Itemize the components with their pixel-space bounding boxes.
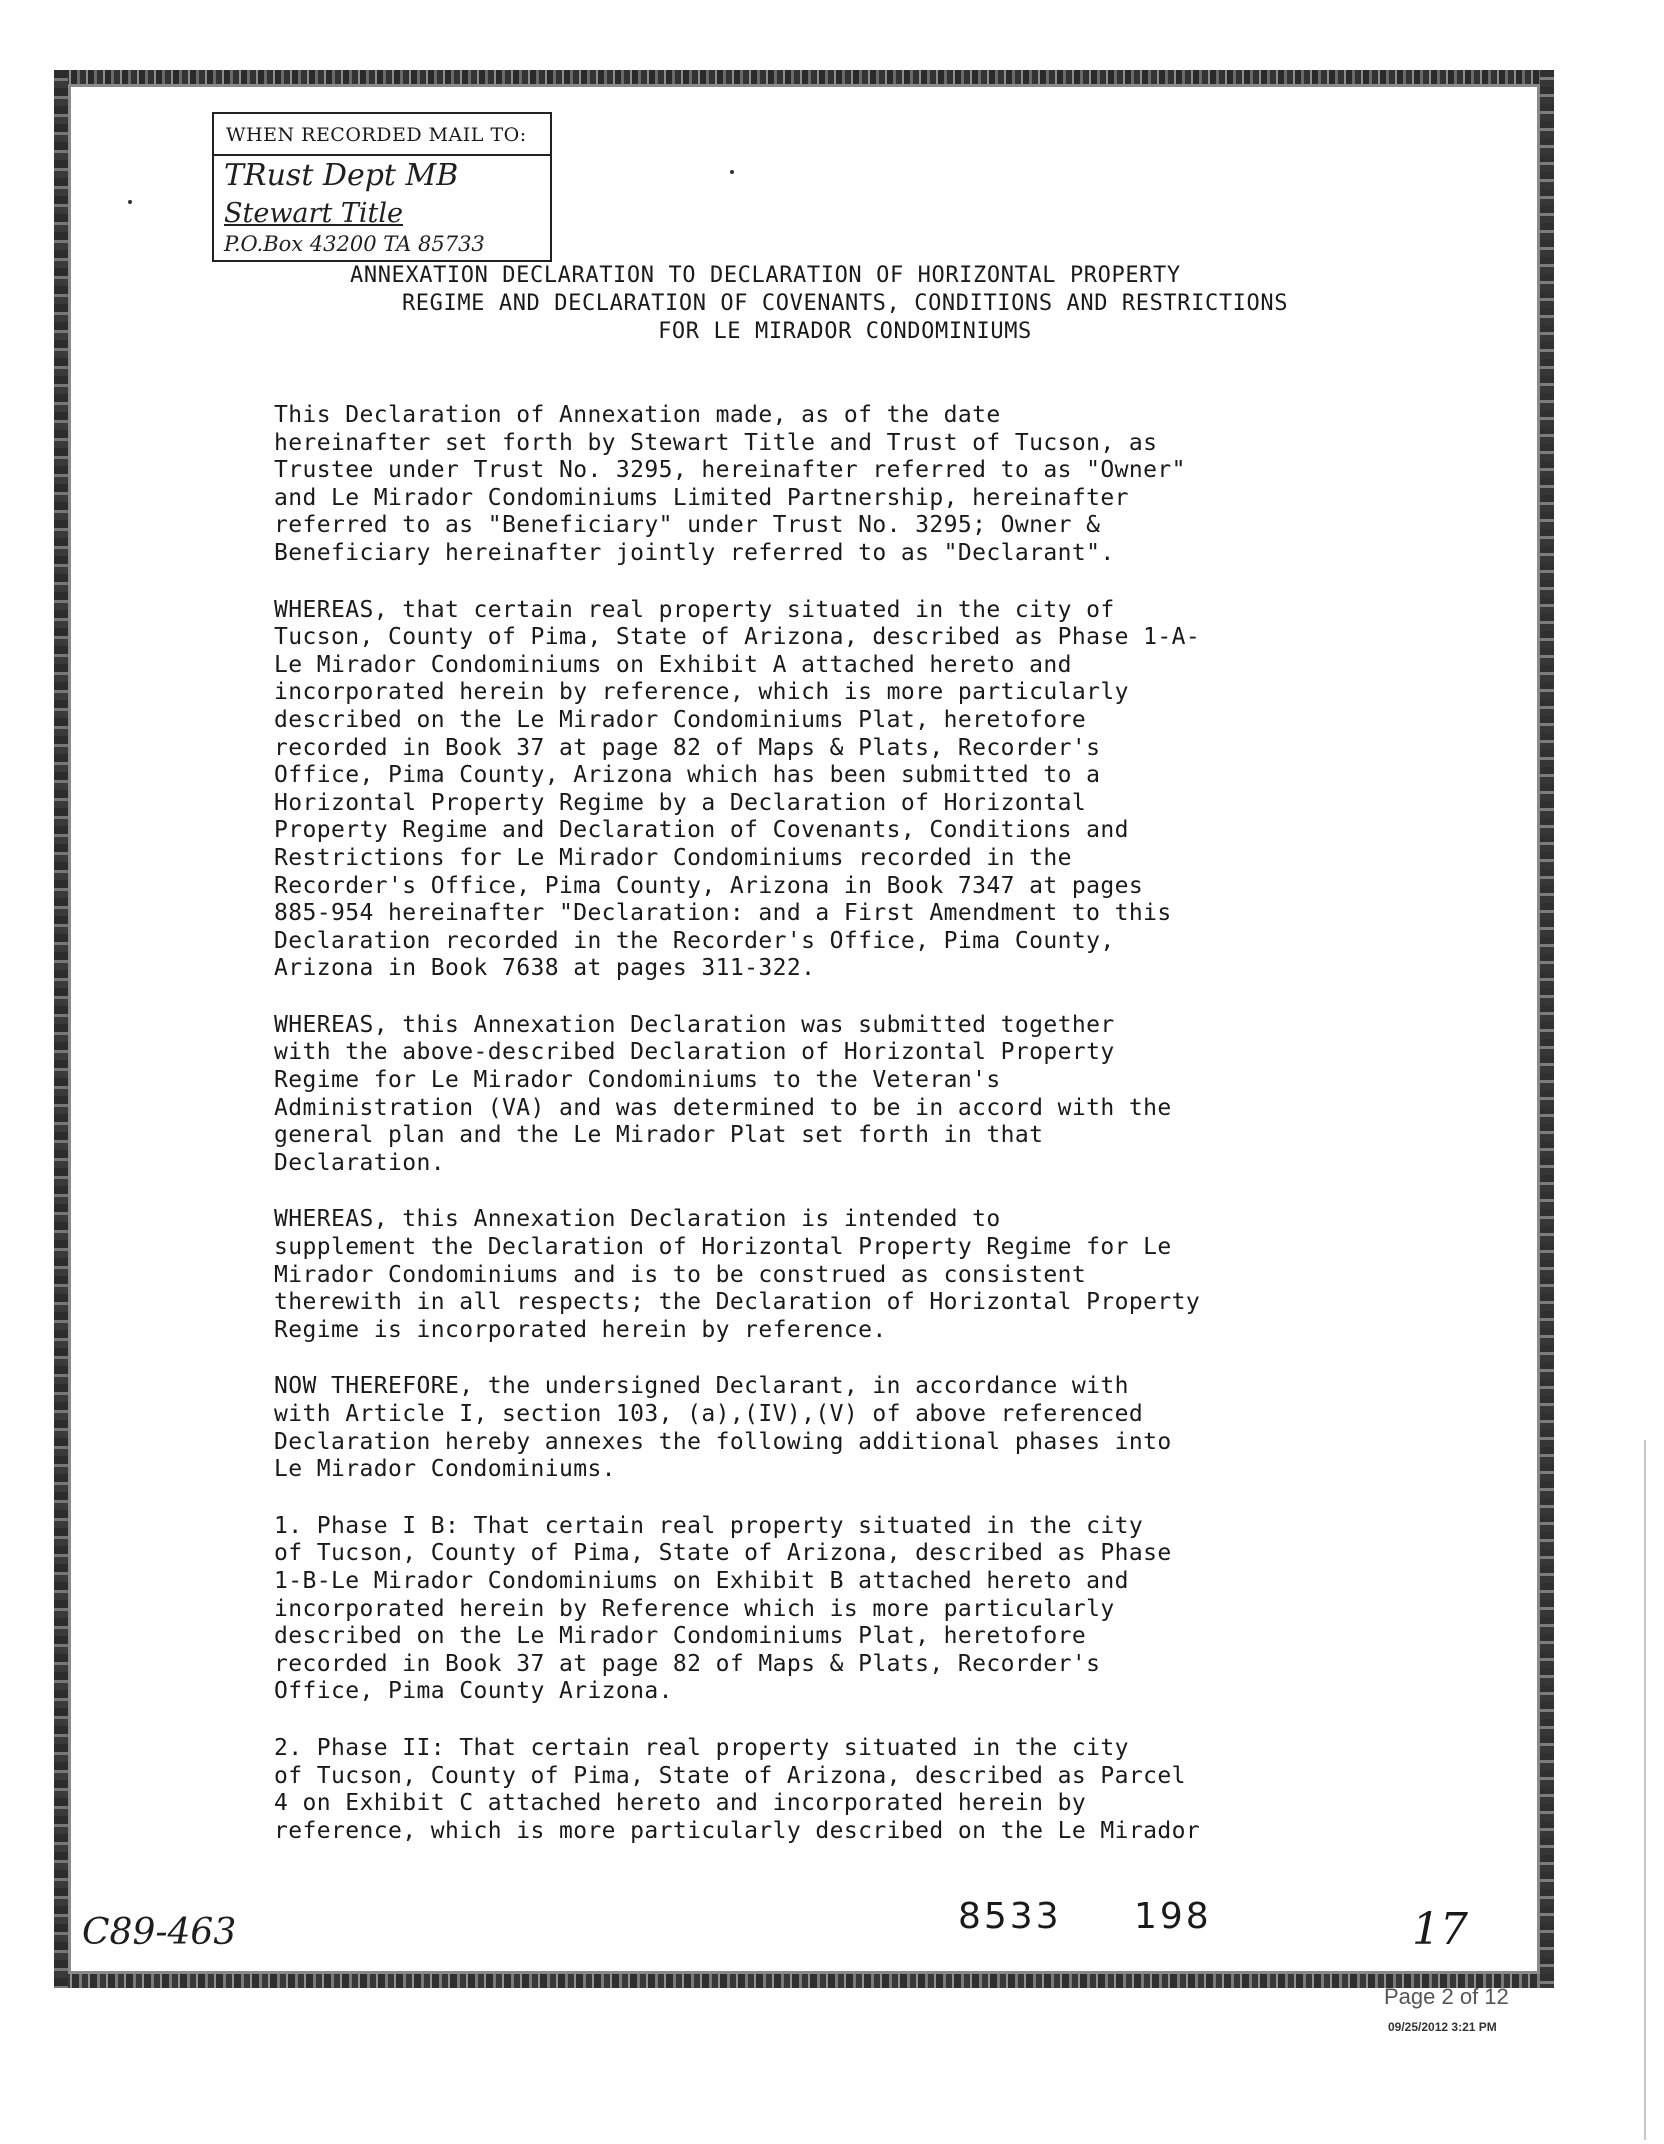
body-line: supplement the Declaration of Horizontal Property Regime for Le <box>274 1234 1172 1261</box>
scan-speck <box>128 200 132 204</box>
body-line: recorded in Book 37 at page 82 of Maps & Plats, Recorder's <box>274 734 1101 761</box>
scan-border-top <box>54 70 1554 84</box>
body-line: NOW THEREFORE, the undersigned Declarant, in accordance with <box>274 1373 1129 1400</box>
body-line: Recorder's Office, Pima County, Arizona in Book 7347 at pages <box>274 872 1144 899</box>
case-number: C89-463 <box>82 1912 237 1953</box>
stamp-handwritten-line-2: Stewart Title <box>224 198 403 229</box>
body-line: WHEREAS, that certain real property situated in the city of <box>274 596 1115 623</box>
body-line: with the above-described Declaration of Horizontal Property <box>274 1039 1115 1066</box>
body-line: Office, Pima County Arizona. <box>274 1678 673 1705</box>
body-line: described on the Le Mirador Condominiums Plat, heretofore <box>274 706 1087 733</box>
body-line: Trustee under Trust No. 3295, hereinafter referred to as "Owner" <box>274 457 1186 484</box>
body-line: This Declaration of Annexation made, as of the date <box>274 402 1001 428</box>
title-line-2: REGIME AND DECLARATION OF COVENANTS, CONDITIONS AND RESTRICTIONS <box>401 291 1289 316</box>
print-timestamp: 09/25/2012 3:21 PM <box>1388 2020 1497 2034</box>
page-indicator: Page 2 of 12 <box>1384 1984 1509 2009</box>
title-line-1: ANNEXATION DECLARATION TO DECLARATION OF HORIZONTAL PROPERTY <box>350 263 1181 288</box>
body-line: Le Mirador Condominiums on Exhibit A attached hereto and <box>274 651 1072 678</box>
body-line: Regime for Le Mirador Condominiums to the Veteran's <box>274 1067 1001 1094</box>
recording-stamp <box>212 112 552 262</box>
body-line: general plan and the Le Mirador Plat set forth in that <box>274 1122 1044 1149</box>
body-line: 4 on Exhibit C attached hereto and incorporated herein by <box>274 1790 1087 1817</box>
handwritten-mark: 17 <box>1412 1904 1468 1955</box>
body-paragraph <box>274 597 1414 983</box>
body-line: Tucson, County of Pima, State of Arizona, described as Phase 1-A- <box>274 624 1201 651</box>
body-line: Property Regime and Declaration of Covenants, Conditions and <box>274 817 1129 844</box>
page-edge-line <box>1644 1440 1646 2140</box>
body-line: Regime is incorporated herein by reference. <box>274 1316 887 1343</box>
document-title <box>290 262 1400 346</box>
body-line: referred to as "Beneficiary" under Trust No. 3295; Owner & <box>274 512 1101 539</box>
body-line: Administration (VA) and was determined to be in accord with the <box>274 1094 1172 1121</box>
body-paragraph <box>274 1513 1414 1706</box>
body-line: 1. Phase I B: That certain real property situated in the city <box>274 1512 1144 1539</box>
body-line: incorporated herein by Reference which is more particularly <box>274 1595 1115 1622</box>
body-line: therewith in all respects; the Declaration of Horizontal Property <box>274 1289 1201 1316</box>
scan-border-left <box>54 70 68 1988</box>
body-line: Horizontal Property Regime by a Declaration of Horizontal <box>274 789 1087 816</box>
body-paragraph <box>274 402 1414 568</box>
stamp-handwritten-line-1: TRust Dept MB <box>224 158 459 193</box>
body-line: incorporated herein by reference, which is more particularly <box>274 679 1129 706</box>
body-line: recorded in Book 37 at page 82 of Maps & Plats, Recorder's <box>274 1650 1101 1677</box>
body-line: and Le Mirador Condominiums Limited Partnership, hereinafter <box>274 484 1129 511</box>
body-paragraph <box>274 1012 1414 1178</box>
body-line: Office, Pima County, Arizona which has been submitted to a <box>274 762 1101 789</box>
stamp-handwritten-line-3: P.O.Box 43200 TA 85733 <box>224 232 485 256</box>
body-line: 1-B-Le Mirador Condominiums on Exhibit B attached hereto and <box>274 1567 1129 1594</box>
body-line: WHEREAS, this Annexation Declaration was submitted together <box>274 1011 1115 1038</box>
body-line: Mirador Condominiums and is to be construed as consistent <box>274 1261 1087 1288</box>
body-line: of Tucson, County of Pima, State of Arizona, described as Phase <box>274 1540 1172 1567</box>
body-paragraph <box>274 1735 1414 1845</box>
stamp-title: WHEN RECORDED MAIL TO: <box>226 124 527 146</box>
stamp-divider <box>214 154 550 156</box>
body-paragraph <box>274 1206 1414 1344</box>
title-line-3: FOR LE MIRADOR CONDOMINIUMS <box>658 319 1032 344</box>
body-line: Declaration recorded in the Recorder's Office, Pima County, <box>274 927 1115 954</box>
body-line: Le Mirador Condominiums. <box>274 1456 616 1483</box>
scan-speck <box>730 170 734 174</box>
body-line: with Article I, section 103, (a),(IV),(V) of above referenced <box>274 1401 1144 1427</box>
body-line: of Tucson, County of Pima, State of Arizona, described as Parcel <box>274 1762 1186 1789</box>
body-paragraph <box>274 1373 1414 1483</box>
scan-border-right <box>1540 70 1554 1988</box>
page-number: 198 <box>1134 1896 1212 1937</box>
body-line: Arizona in Book 7638 at pages 311-322. <box>274 955 816 982</box>
body-line: Beneficiary hereinafter jointly referred to as "Declarant". <box>274 539 1115 566</box>
body-line: Restrictions for Le Mirador Condominiums recorded in the <box>274 844 1072 871</box>
body-line: described on the Le Mirador Condominiums Plat, heretofore <box>274 1623 1087 1650</box>
body-line: WHEREAS, this Annexation Declaration is intended to <box>274 1206 1001 1233</box>
body-line: hereinafter set forth by Stewart Title and Trust of Tucson, as <box>274 429 1158 456</box>
book-number: 8533 <box>958 1896 1062 1937</box>
body-line: reference, which is more particularly described on the Le Mirador <box>274 1817 1201 1844</box>
body-line: Declaration. <box>274 1149 445 1176</box>
body-line: 885-954 hereinafter "Declaration: and a First Amendment to this <box>274 900 1172 927</box>
body-line: 2. Phase II: That certain real property situated in the city <box>274 1734 1129 1761</box>
document-body <box>274 402 1414 1874</box>
body-line: Declaration hereby annexes the following additional phases into <box>274 1428 1172 1455</box>
scan-border-bottom <box>54 1974 1554 1988</box>
